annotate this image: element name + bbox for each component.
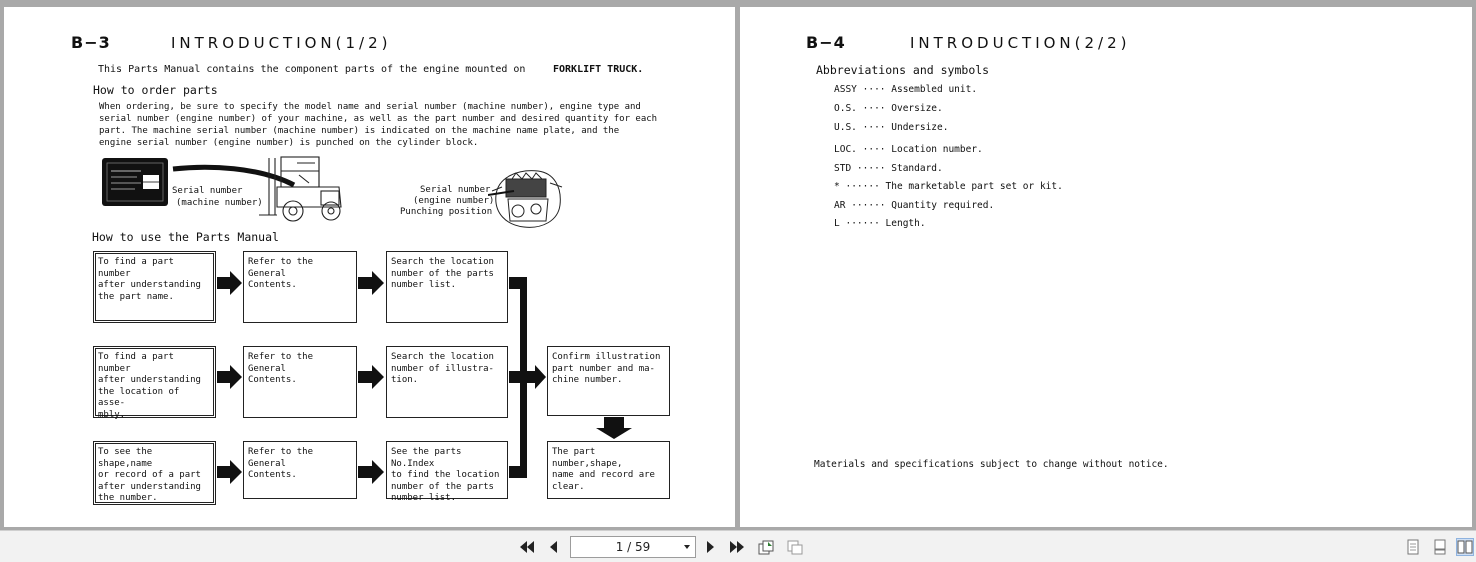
flow-box-find-by-location: To find a part number after understanding the location of asse- mbly. xyxy=(93,346,216,418)
how-order-line-4: engine serial number (engine number) is punched on the cylinder block. xyxy=(99,138,479,148)
label-engine-serial-2: (engine number) xyxy=(413,196,495,206)
page-title: INTRODUCTION(2/2) xyxy=(910,34,1131,52)
flow-arrows xyxy=(4,7,735,527)
flow-box-search-illustration: Search the location number of illustra- tion. xyxy=(386,346,508,418)
flow-box-general-contents-2: Refer to the General Contents. xyxy=(243,346,357,418)
next-page-button[interactable] xyxy=(702,538,720,556)
abbr-heading: Abbreviations and symbols xyxy=(816,63,990,77)
continuous-view-button[interactable] xyxy=(1431,538,1449,556)
thumbnail-icon xyxy=(786,539,804,555)
viewer-toolbar xyxy=(0,530,1476,562)
flow-box-see-shape: To see the shape,name or record of a part after understanding the number. xyxy=(93,441,216,505)
notice-text: Materials and specifications subject to change without notice. xyxy=(814,459,1169,470)
abbr-row: STD ····· Standard. xyxy=(834,163,943,174)
thumbnail-view-button[interactable] xyxy=(786,538,804,556)
label-machine-serial-2: (machine number) xyxy=(176,198,263,208)
flow-box-parts-index-text: See the parts No.Index to find the location number of the parts number list. xyxy=(386,441,508,499)
intro-text: This Parts Manual contains the component parts of the engine mounted on xyxy=(98,64,526,75)
how-order-line-2: serial number (engine number) of your machine, as well as the part number and desired quantity for each xyxy=(99,114,658,124)
abbr-row: U.S. ···· Undersize. xyxy=(834,122,949,133)
abbr-row: * ······ The marketable part set or kit. xyxy=(834,181,1063,192)
how-use-heading: How to use the Parts Manual xyxy=(92,230,279,244)
page-b3 xyxy=(4,7,735,527)
flow-box-general-contents-3: Refer to the General Contents. xyxy=(243,441,357,499)
single-page-icon xyxy=(1406,539,1420,555)
label-engine-serial-1: Serial number xyxy=(420,185,491,195)
continuous-page-icon xyxy=(1433,539,1447,555)
page-number: B−3 xyxy=(71,33,111,52)
two-page-view-button[interactable] xyxy=(1456,538,1474,556)
last-page-icon xyxy=(729,540,745,554)
flow-box-confirm: Confirm illustration part number and ma- chine number. xyxy=(547,346,670,416)
label-engine-serial-3: Punching position xyxy=(400,207,493,217)
flow-box-result: The part number,shape, name and record are clear. xyxy=(547,441,670,499)
page-indicator: 1 / 59 xyxy=(615,540,651,554)
how-order-line-1: When ordering, be sure to specify the model name and serial number (machine number), engine type and xyxy=(99,102,641,112)
extract-pages-icon xyxy=(757,539,775,555)
intro-product: FORKLIFT TRUCK. xyxy=(553,64,644,75)
flow-box-search-parts-list: Search the location number of the parts number list. xyxy=(386,251,508,323)
last-page-button[interactable] xyxy=(728,538,746,556)
abbr-row: L ······ Length. xyxy=(834,218,926,229)
previous-page-button[interactable] xyxy=(544,538,562,556)
abbr-row: O.S. ···· Oversize. xyxy=(834,103,943,114)
page-title: INTRODUCTION(1/2) xyxy=(171,34,392,52)
abbr-row: AR ······ Quantity required. xyxy=(834,200,995,211)
single-page-view-button[interactable] xyxy=(1404,538,1422,556)
page-number: B−4 xyxy=(806,33,846,52)
previous-page-icon xyxy=(548,540,558,554)
abbr-row: ASSY ···· Assembled unit. xyxy=(834,84,978,95)
two-page-icon xyxy=(1457,540,1473,554)
first-page-button[interactable] xyxy=(518,538,536,556)
flow-box-find-by-name: To find a part number after understanding the part name. xyxy=(93,251,216,323)
page-b4 xyxy=(740,7,1472,527)
first-page-icon xyxy=(519,540,535,554)
extract-pages-button[interactable] xyxy=(757,538,775,556)
next-page-icon xyxy=(706,540,716,554)
page-number-select[interactable] xyxy=(570,536,696,558)
abbr-row: LOC. ···· Location number. xyxy=(834,144,983,155)
how-order-heading: How to order parts xyxy=(93,83,218,97)
flow-box-general-contents-1: Refer to the General Contents. xyxy=(243,251,357,323)
label-machine-serial-1: Serial number xyxy=(172,186,243,196)
chevron-down-icon xyxy=(684,545,690,549)
how-order-line-3: part. The machine serial number (machine number) is indicated on the machine name plate, and the xyxy=(99,126,620,136)
